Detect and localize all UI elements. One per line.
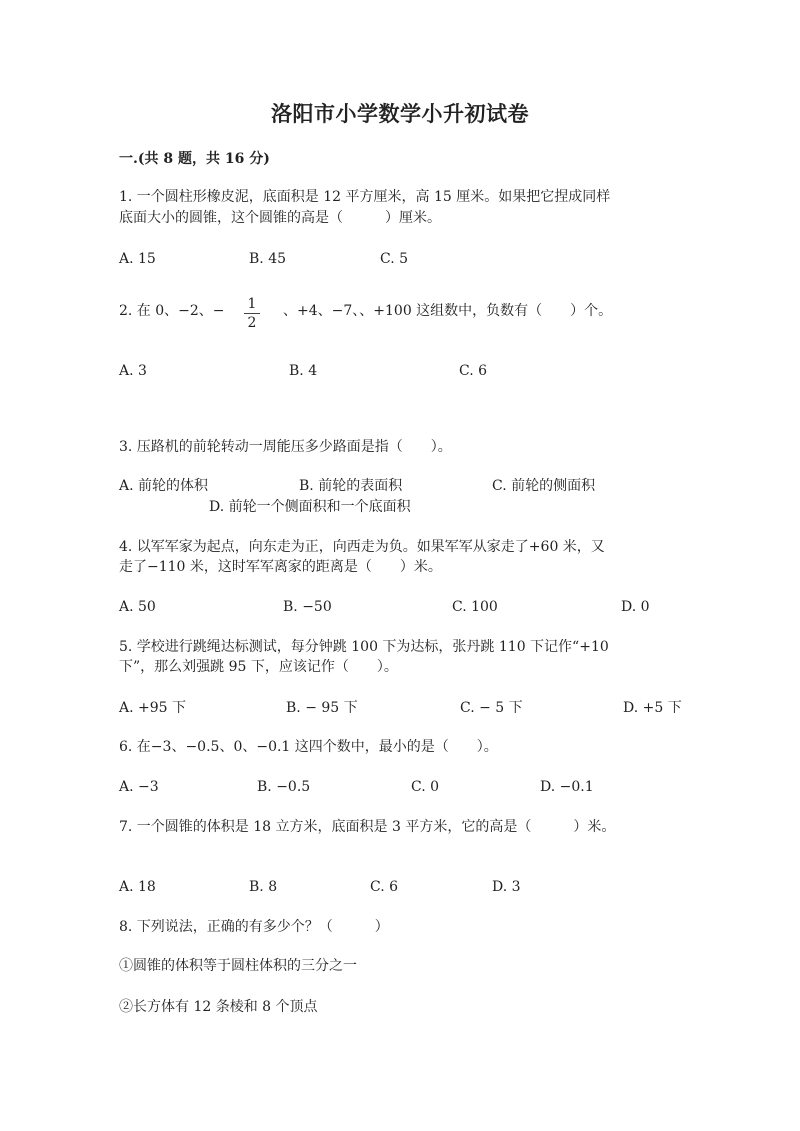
question-3-option-a: A. 前轮的体积	[119, 478, 209, 494]
question-5-option-b: B. − 95 下	[286, 700, 358, 716]
question-4-option-b: B. −50	[283, 599, 332, 615]
question-3-option-c: C. 前轮的侧面积	[492, 478, 596, 494]
question-1-option-b: B. 45	[249, 251, 287, 267]
question-2-option-b: B. 4	[289, 363, 318, 379]
question-6-line-1: 6. 在−3、−0.5、0、−0.1 这四个数中，最小的是（ ）。	[119, 739, 498, 755]
fraction-numerator: 1	[247, 296, 257, 312]
question-3-option-d: D. 前轮一个侧面积和一个底面积	[209, 499, 411, 515]
question-5-line-1: 5. 学校进行跳绳达标测试，每分钟跳 100 下为达标，张丹跳 110 下记作“+10	[119, 639, 609, 655]
fraction-bar	[244, 313, 260, 314]
question-2-stem-before: 2. 在 0、−2、−	[119, 303, 225, 319]
question-3-option-b: B. 前轮的表面积	[299, 478, 403, 494]
question-2-stem-after: 、+4、−7、、+100 这组数中，负数有（ ）个。	[283, 303, 613, 319]
question-5-option-c: C. − 5 下	[460, 700, 523, 716]
question-1-option-a: A. 15	[119, 251, 156, 267]
question-1-line-2: 底面大小的圆锥，这个圆锥的高是（ ）厘米。	[119, 210, 441, 226]
question-7-option-d: D. 3	[492, 879, 521, 895]
question-5-line-2: 下”，那么刘强跳 95 下，应该记作（ ）。	[119, 659, 398, 675]
question-8-statement-1: ①圆锥的体积等于圆柱体积的三分之一	[119, 958, 357, 974]
question-1-line-1: 1. 一个圆柱形橡皮泥，底面积是 12 平方厘米，高 15 厘米。如果把它捏成同样	[119, 189, 611, 205]
fraction-denominator: 2	[247, 315, 257, 331]
question-7-option-c: C. 6	[370, 879, 399, 895]
question-2-fraction	[240, 296, 264, 331]
question-4-line-1: 4. 以军军家为起点，向东走为正，向西走为负。如果军军从家走了+60 米，又	[119, 539, 605, 555]
section-header: 一.(共 8 题，共 16 分)	[119, 151, 270, 167]
question-4-line-2: 走了−110 米，这时军军离家的距离是（ ）米。	[119, 559, 442, 575]
question-6-option-c: C. 0	[411, 779, 440, 795]
question-3-line-1: 3. 压路机的前轮转动一周能压多少路面是指（ ）。	[119, 439, 452, 455]
question-2-option-c: C. 6	[459, 363, 488, 379]
question-8-line-1: 8. 下列说法，正确的有多少个？（ ）	[119, 919, 389, 935]
question-4-option-a: A. 50	[119, 599, 156, 615]
question-7-option-b: B. 8	[249, 879, 278, 895]
question-6-option-d: D. −0.1	[540, 779, 594, 795]
question-6-option-b: B. −0.5	[257, 779, 311, 795]
question-2-option-a: A. 3	[119, 363, 147, 379]
question-1-option-c: C. 5	[380, 251, 409, 267]
question-6-option-a: A. −3	[119, 779, 159, 795]
question-7-line-1: 7. 一个圆锥的体积是 18 立方米，底面积是 3 平方米，它的高是（ ）米。	[119, 819, 616, 835]
question-4-option-c: C. 100	[452, 599, 498, 615]
question-4-option-d: D. 0	[621, 599, 650, 615]
page-title: 洛阳市小学数学小升初试卷	[271, 101, 529, 126]
question-8-statement-2: ②长方体有 12 条棱和 8 个顶点	[119, 999, 318, 1015]
question-7-option-a: A. 18	[119, 879, 156, 895]
question-5-option-d: D. +5 下	[623, 700, 682, 716]
question-5-option-a: A. +95 下	[119, 700, 187, 716]
